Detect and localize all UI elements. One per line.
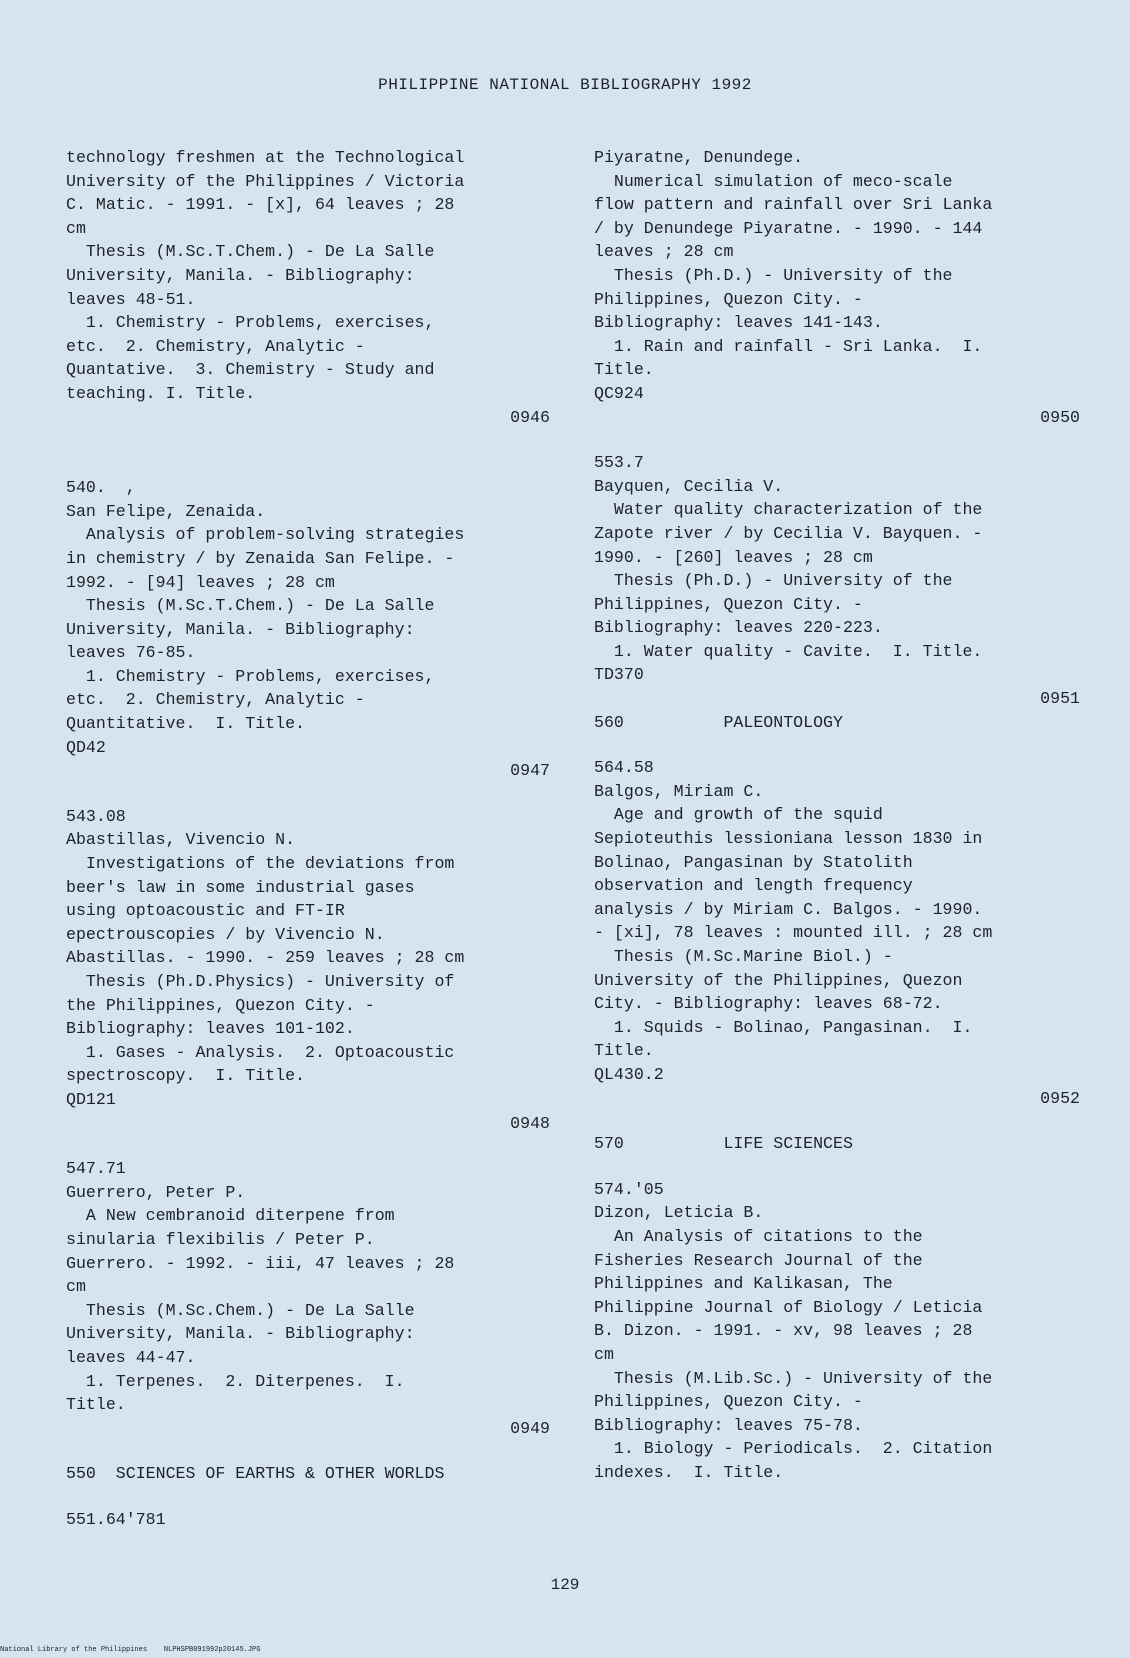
- text-line: Age and growth of the squid: [594, 805, 883, 825]
- text-line: 1992. - [94] leaves ; 28 cm: [66, 572, 335, 592]
- text-line: Sepioteuthis lessioniana lesson 1830 in: [594, 829, 983, 849]
- text-line: 1990. - [260] leaves ; 28 cm: [594, 547, 873, 567]
- text-line: Numerical simulation of meco-scale: [594, 171, 953, 191]
- footer-caption: National Library of the Philippines NLPHSPB091992p20145.JPG: [0, 1646, 261, 1654]
- text-line: Guerrero. - 1992. - iii, 47 leaves ; 28: [66, 1253, 455, 1273]
- text-line: B. Dizon. - 1991. - xv, 98 leaves ; 28: [594, 1321, 973, 1341]
- text-line: Thesis (M.Sc.Marine Biol.) -: [594, 947, 893, 966]
- text-line: etc. 2. Chemistry, Analytic -: [66, 336, 365, 356]
- spacer: [594, 1110, 1084, 1132]
- text-line: 1. Squids - Bolinao, Pangasinan. I.: [594, 1017, 973, 1037]
- text-line: Philippines and Kalikasan, The: [594, 1274, 893, 1294]
- text-line: QD121: [66, 1089, 116, 1109]
- spacer: [594, 429, 1084, 451]
- text-line: leaves 76-85.: [66, 643, 196, 663]
- text-line: An Analysis of citations to the: [594, 1226, 923, 1246]
- text-line: in chemistry / by Zenaida San Felipe. -: [66, 548, 455, 568]
- text-line: Abastillas, Vivencio N.: [66, 830, 296, 850]
- text-line: 553.7: [594, 453, 644, 473]
- spacer: [66, 783, 554, 805]
- text-line: Abastillas. - 1990. - 259 leaves ; 28 cm: [66, 948, 465, 968]
- text-line: QL430.2: [594, 1064, 664, 1084]
- text-line: Dizon, Leticia B.: [594, 1203, 764, 1223]
- text-line: observation and length frequency: [594, 876, 913, 896]
- text-line: Zapote river / by Cecilia V. Bayquen. -: [594, 523, 983, 543]
- text-line: City. - Bibliography: leaves 68-72.: [594, 994, 943, 1014]
- page-header: PHILIPPINE NATIONAL BIBLIOGRAPHY 1992: [378, 76, 752, 94]
- text-line: 1. Biology - Periodicals. 2. Citation: [594, 1439, 993, 1459]
- entry-number: 0952: [1040, 1088, 1080, 1108]
- text-line: Philippine Journal of Biology / Leticia: [594, 1297, 983, 1317]
- text-line: Thesis (M.Sc.T.Chem.) - De La Salle: [66, 242, 435, 262]
- text-line: Title.: [594, 1041, 654, 1061]
- text-line: Philippines, Quezon City. -: [594, 1392, 863, 1412]
- text-line: Thesis (Ph.D.Physics) - University of: [66, 972, 455, 991]
- text-line: cm: [66, 1277, 86, 1297]
- text-line: 574.'05: [594, 1179, 664, 1199]
- spacer: [594, 1156, 1084, 1178]
- text-line: 547.71: [66, 1159, 126, 1179]
- text-line: leaves 48-51.: [66, 289, 196, 309]
- text-line: Thesis (Ph.D.) - University of the: [594, 265, 953, 285]
- text-line: 551.64'781: [66, 1509, 166, 1529]
- text-line: technology freshmen at the Technological: [66, 148, 465, 167]
- text-line: Bolinao, Pangasinan by Statolith: [594, 852, 913, 872]
- spacer: [594, 734, 1084, 756]
- text-line: Guerrero, Peter P.: [66, 1182, 246, 1202]
- text-line: Fisheries Research Journal of the: [594, 1250, 923, 1270]
- page-number: 129: [550, 1576, 580, 1594]
- text-line: / by Denundege Piyaratne. - 1990. - 144: [594, 218, 983, 238]
- spacer: [66, 429, 554, 476]
- text-line: QD42: [66, 737, 106, 757]
- text-line: Bayquen, Cecilia V.: [594, 476, 784, 496]
- text-line: University of the Philippines, Quezon: [594, 970, 963, 990]
- text-line: 550 SCIENCES OF EARTHS & OTHER WORLDS: [66, 1464, 445, 1484]
- text-line: Quantative. 3. Chemistry - Study and: [66, 360, 435, 380]
- text-line: teaching. I. Title.: [66, 383, 256, 403]
- text-line: QC924: [594, 383, 644, 403]
- text-line: Investigations of the deviations from: [66, 854, 455, 874]
- text-line: University, Manila. - Bibliography:: [66, 1324, 415, 1344]
- text-line: leaves ; 28 cm: [594, 242, 734, 262]
- text-line: spectroscopy. I. Title.: [66, 1066, 305, 1086]
- text-line: flow pattern and rainfall over Sri Lanka: [594, 195, 993, 215]
- text-line: etc. 2. Chemistry, Analytic -: [66, 690, 365, 710]
- text-line: A New cembranoid diterpene from: [66, 1206, 395, 1226]
- text-line: Analysis of problem-solving strategies: [66, 525, 465, 545]
- text-line: San Felipe, Zenaida.: [66, 501, 266, 521]
- text-line: 570 LIFE SCIENCES: [594, 1134, 853, 1154]
- text-line: beer's law in some industrial gases: [66, 877, 415, 897]
- text-line: Philippines, Quezon City. -: [594, 594, 863, 614]
- text-line: the Philippines, Quezon City. -: [66, 995, 375, 1015]
- text-line: epectrouscopies / by Vivencio N.: [66, 924, 385, 944]
- spacer: [66, 1135, 554, 1157]
- text-line: University, Manila. - Bibliography:: [66, 619, 415, 639]
- right-column: [594, 146, 1084, 1484]
- text-line: University, Manila. - Bibliography:: [66, 265, 415, 285]
- text-line: Thesis (Ph.D.) - University of the: [594, 571, 953, 591]
- entry-number: 0947: [510, 761, 550, 781]
- text-line: Title.: [66, 1395, 126, 1415]
- spacer: [66, 1486, 554, 1508]
- text-line: Thesis (M.Lib.Sc.) - University of the: [594, 1368, 993, 1388]
- text-line: 564.58: [594, 758, 654, 778]
- text-line: Thesis (M.Sc.Chem.) - De La Salle: [66, 1300, 415, 1320]
- left-column: [66, 146, 554, 1531]
- text-line: 1. Chemistry - Problems, exercises,: [66, 313, 435, 333]
- text-line: Bibliography: leaves 141-143.: [594, 313, 883, 333]
- text-line: 540. ,: [66, 478, 136, 498]
- text-line: TD370: [594, 665, 644, 685]
- text-line: C. Matic. - 1991. - [x], 64 leaves ; 28: [66, 195, 455, 215]
- text-line: University of the Philippines / Victoria: [66, 171, 465, 191]
- text-line: Balgos, Miriam C.: [594, 781, 764, 801]
- text-line: 1. Terpenes. 2. Diterpenes. I.: [66, 1371, 405, 1391]
- entry-number: 0946: [510, 407, 550, 427]
- text-line: Thesis (M.Sc.T.Chem.) - De La Salle: [66, 596, 435, 616]
- text-line: - [xi], 78 leaves : mounted ill. ; 28 cm: [594, 923, 993, 943]
- text-line: indexes. I. Title.: [594, 1462, 784, 1482]
- text-line: Bibliography: leaves 101-102.: [66, 1019, 355, 1039]
- entry-number: 0950: [1040, 407, 1080, 427]
- text-line: using optoacoustic and FT-IR: [66, 901, 345, 921]
- text-line: cm: [66, 218, 86, 238]
- text-line: Bibliography: leaves 220-223.: [594, 618, 883, 638]
- text-line: Philippines, Quezon City. -: [594, 289, 863, 309]
- text-line: Bibliography: leaves 75-78.: [594, 1415, 863, 1435]
- text-line: leaves 44-47.: [66, 1347, 196, 1367]
- entry-number: 0948: [510, 1113, 550, 1133]
- text-line: 543.08: [66, 806, 126, 826]
- entry-number: 0951: [1040, 689, 1080, 709]
- text-line: 1. Chemistry - Problems, exercises,: [66, 666, 435, 686]
- text-line: Title.: [594, 360, 654, 380]
- text-line: cm: [594, 1344, 614, 1364]
- text-line: 1. Gases - Analysis. 2. Optoacoustic: [66, 1042, 455, 1062]
- text-line: Water quality characterization of the: [594, 500, 983, 520]
- text-line: Piyaratne, Denundege.: [594, 148, 804, 167]
- text-line: analysis / by Miriam C. Balgos. - 1990.: [594, 899, 983, 919]
- text-line: sinularia flexibilis / Peter P.: [66, 1229, 375, 1249]
- text-line: Quantitative. I. Title.: [66, 714, 305, 734]
- entry-number: 0949: [510, 1418, 550, 1438]
- text-line: 1. Water quality - Cavite. I. Title.: [594, 641, 983, 661]
- text-line: 1. Rain and rainfall - Sri Lanka. I.: [594, 336, 983, 356]
- spacer: [66, 1440, 554, 1462]
- text-line: 560 PALEONTOLOGY: [594, 712, 843, 732]
